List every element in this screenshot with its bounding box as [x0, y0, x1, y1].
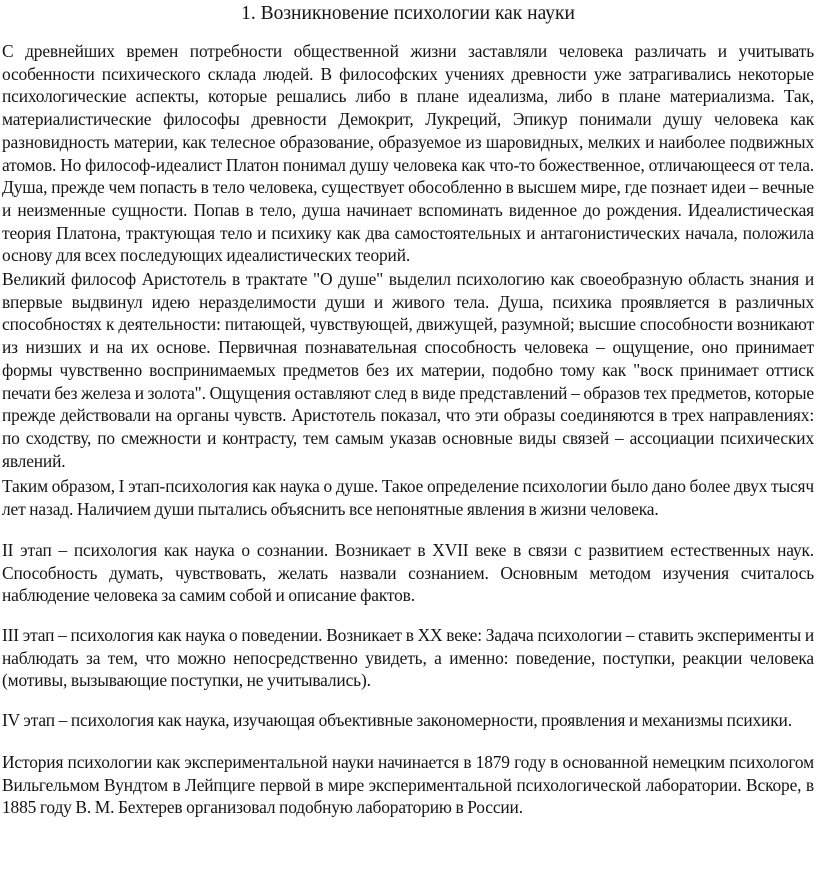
paragraph-ancient-philosophy: С древнейших времен потребности общественной жизни заставляли человека различать и учитывать особенности психического склада людей. В философских учениях древности уже затрагивались некоторые психологические аспекты, которые решались либо в плане идеализма, либо в плане материализма. Так, материалистические философы древности Демокрит, Лукреций, Эпикур понимали душу человека как разновидность материи, как телесное образование, образуемое из шаровидных, мелких и наиболее подвижных атомов. Но философ-идеалист Платон понимал душу человека как что-то божественное, отличающееся от тела. Душа, прежде чем попасть в тело человека, существует обособленно в высшем мире, где познает идеи – вечные и неизменные сущности. Попав в тело, душа начинает вспоминать виденное до рождения. Идеалистическая теория Платона, трактующая тело и психику как два самостоятельных и антагонистических начала, положила основу для всех последующих идеалистических теорий. [2, 41, 814, 266]
paragraph-stage-3: III этап – психология как наука о поведении. Возникает в XX веке: Задача психологии – ставить эксперименты и наблюдать за тем, что можно непосредственно увидеть, а именно: поведение, поступки, реакции человека (мотивы, вызывающие поступки, не учитывались). [2, 625, 814, 691]
paragraph-aristotle: Великий философ Аристотель в трактате "О душе" выделил психологию как своеобразную область знания и впервые выдвинул идею неразделимости души и живого тела. Душа, психика проявляется в различных способностях к деятельности: питающей, чувствующей, движущей, разумной; высшие способности возникают из низших и на их основе. Первичная познавательная способность человека – ощущение, оно принимает формы чувственно воспринимаемых предметов без их материи, подобно тому как "воск принимает оттиск печати без железа и золота". Ощущения оставляют след в виде представлений – образов тех предметов, которые прежде действовали на органы чувств. Аристотель показал, что эти образы соединяются в трех направлениях: по сходству, по смежности и контрасту, тем самым указав основные виды связей – ассоциации психических явлений. [2, 269, 814, 471]
paragraph-stage-2: II этап – психология как наука о сознании. Возникает в XVII веке в связи с развитием естественных наук. Способность думать, чувствовать, желать назвали сознанием. Основным методом изучения считалось наблюдение человека за самим собой и описание фактов. [2, 540, 814, 606]
page-title: 1. Возникновение психологии как науки [241, 3, 575, 24]
paragraph-stage-1: Таким образом, I этап-психология как наука о душе. Такое определение психологии было дано более двух тысяч лет назад. Наличием души пытались объяснить все непонятные явления в жизни человека. [2, 476, 814, 519]
paragraph-experimental-history: История психологии как экспериментальной науки начинается в 1879 году в основанной немецким психологом Вильгельмом Вундтом в Лейпциге первой в мире экспериментальной психологической лаборатории. Вскоре, в 1885 году В. М. Бехтерев организовал подобную лабораторию в России. [2, 752, 814, 818]
paragraph-stage-4: IV этап – психология как наука, изучающая объективные закономерности, проявления и механизмы психики. [2, 710, 792, 730]
